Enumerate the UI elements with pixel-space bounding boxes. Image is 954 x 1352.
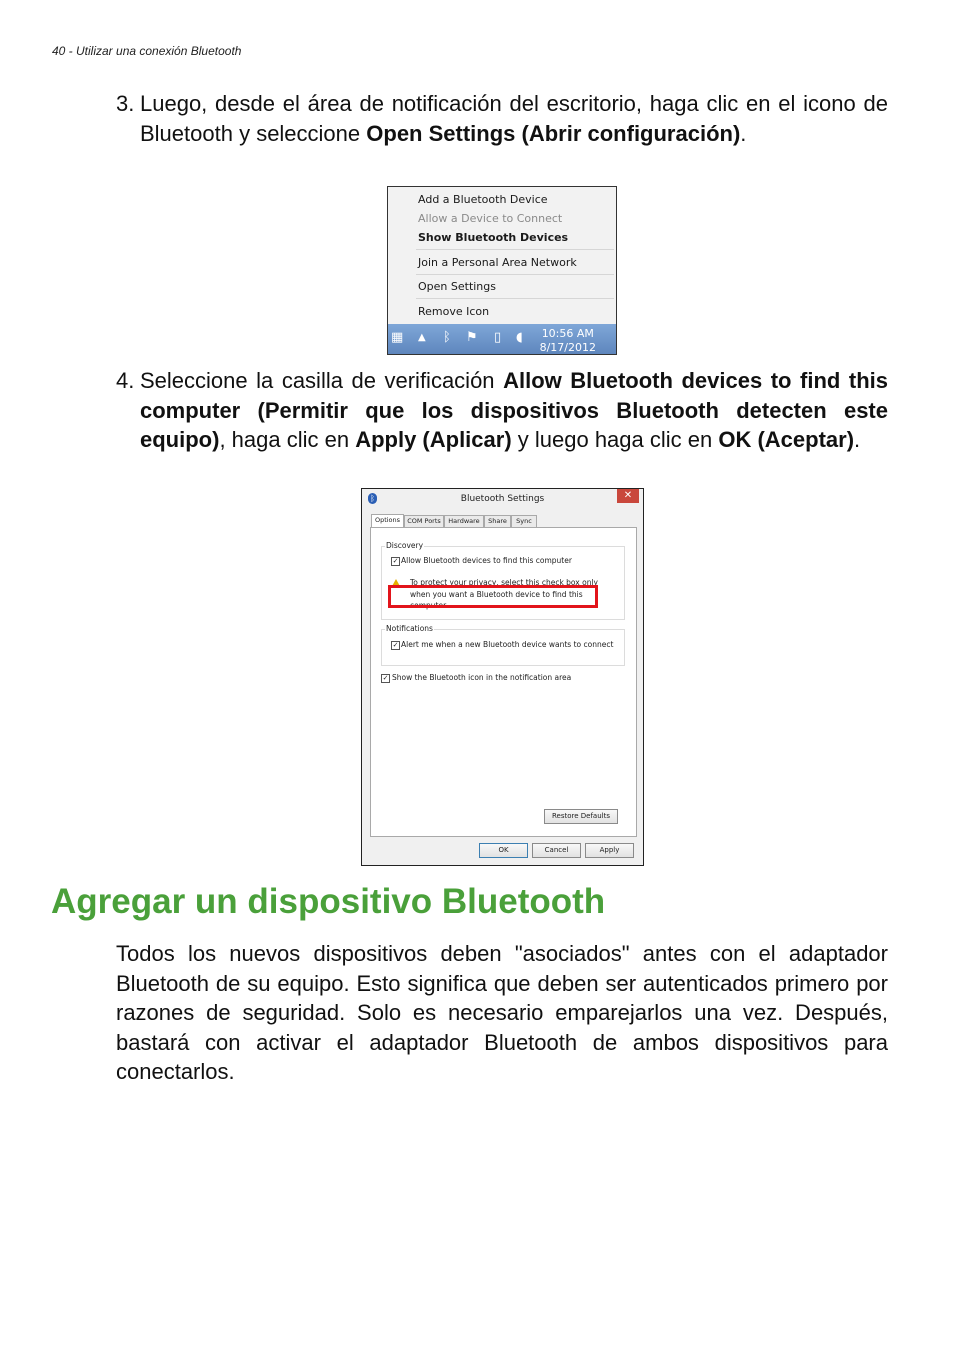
tab-share[interactable]: Share bbox=[484, 515, 511, 527]
step-number: 4. bbox=[116, 368, 135, 393]
bluetooth-icon: ᛒ bbox=[368, 493, 377, 504]
step-text-part: . bbox=[854, 427, 861, 452]
step-bold-term: Apply (Aplicar) bbox=[355, 427, 512, 452]
clock-date: 8/17/2012 bbox=[539, 341, 596, 354]
menu-item-open-settings[interactable]: Open Settings bbox=[418, 280, 496, 293]
menu-separator bbox=[416, 298, 614, 299]
bluetooth-tray-menu-screenshot bbox=[387, 186, 617, 355]
step-bold-term: Allow Bluetooth devices to find this computer (Permitir que los dispositivos Bluetooth detecten este equipo) bbox=[140, 368, 888, 452]
chevron-up-icon[interactable]: ▲ bbox=[418, 332, 426, 343]
step-text bbox=[140, 366, 888, 455]
section-paragraph: Todos los nuevos dispositivos deben "asociados" antes con el adaptador Bluetooth de su equipo. Esto significa que deben ser autenticados primero por razones de seguridad. Solo es necesario emparejarlos una vez. Después, bastará con activar el adaptador Bluetooth de ambos dispositivos para conectarlos. bbox=[116, 941, 888, 1084]
menu-item-add-device[interactable]: Add a Bluetooth Device bbox=[418, 193, 548, 206]
step-3 bbox=[116, 89, 888, 148]
clock-time: 10:56 AM bbox=[541, 327, 594, 340]
ok-button[interactable]: OK bbox=[479, 843, 528, 858]
keyboard-icon[interactable]: ▦ bbox=[391, 330, 404, 345]
flag-icon[interactable]: ⚑ bbox=[466, 330, 478, 345]
notifications-label: Notifications bbox=[386, 624, 433, 633]
dialog-title: Bluetooth Settings bbox=[460, 494, 545, 504]
menu-item-join-pan[interactable]: Join a Personal Area Network bbox=[418, 256, 577, 269]
tab-com-ports[interactable]: COM Ports bbox=[404, 515, 444, 527]
alert-checkbox[interactable]: ✓ bbox=[392, 641, 399, 649]
tab-hardware[interactable]: Hardware bbox=[444, 515, 484, 527]
privacy-warning-text: To protect your privacy, select this check box only when you want a Bluetooth device to find this computer. bbox=[410, 578, 598, 610]
page-header: 40 - Utilizar una conexión Bluetooth bbox=[52, 44, 242, 58]
step-text-part: Seleccione la casilla de verificación bbox=[140, 368, 504, 393]
step-text-part: y luego haga clic en bbox=[511, 427, 719, 452]
bluetooth-settings-dialog bbox=[361, 488, 644, 866]
alert-label: Alert me when a new Bluetooth device wants to connect bbox=[401, 640, 614, 649]
tab-options[interactable]: Options bbox=[371, 514, 404, 528]
step-text-part: . bbox=[740, 120, 747, 146]
menu-item-remove-icon[interactable]: Remove Icon bbox=[418, 305, 490, 318]
restore-defaults-button[interactable]: Restore Defaults bbox=[544, 809, 618, 824]
volume-icon[interactable]: ◖ bbox=[516, 330, 523, 345]
step-text-part: Luego, desde el área de notificación del escritorio, haga clic en el icono de Bluetooth y seleccione bbox=[140, 91, 888, 146]
menu-item-show-devices[interactable]: Show Bluetooth Devices bbox=[418, 231, 569, 244]
show-icon-checkbox[interactable]: ✓ bbox=[382, 674, 389, 682]
dialog-titlebar bbox=[362, 489, 643, 509]
section-heading: Agregar un dispositivo Bluetooth bbox=[51, 882, 606, 921]
discovery-label: Discovery bbox=[386, 541, 424, 550]
menu-separator bbox=[416, 249, 614, 250]
taskbar-clock[interactable] bbox=[540, 327, 596, 355]
cancel-button[interactable]: Cancel bbox=[532, 843, 581, 858]
menu-gutter bbox=[388, 187, 410, 324]
step-bold-term: OK (Aceptar) bbox=[718, 427, 855, 452]
menu-separator bbox=[416, 274, 614, 275]
highlight-box bbox=[388, 585, 598, 608]
tab-sync[interactable]: Sync bbox=[511, 515, 537, 527]
menu-item-allow-device: Allow a Device to Connect bbox=[418, 212, 563, 225]
battery-icon[interactable]: ▯ bbox=[494, 330, 502, 345]
options-panel bbox=[370, 527, 637, 837]
step-text bbox=[140, 89, 888, 148]
allow-discovery-label: Allow Bluetooth devices to find this computer bbox=[401, 556, 572, 565]
close-button[interactable]: ✕ bbox=[617, 489, 639, 503]
show-icon-label: Show the Bluetooth icon in the notification area bbox=[392, 673, 572, 682]
step-bold-term: Open Settings (Abrir configuración) bbox=[366, 120, 741, 146]
step-text-part: , haga clic en bbox=[219, 427, 356, 452]
step-4 bbox=[116, 366, 888, 455]
bluetooth-icon[interactable]: ᛒ bbox=[443, 330, 451, 345]
apply-button[interactable]: Apply bbox=[585, 843, 634, 858]
taskbar bbox=[388, 324, 616, 354]
step-number: 3. bbox=[116, 91, 135, 116]
allow-discovery-checkbox[interactable]: ✓ bbox=[392, 557, 399, 565]
